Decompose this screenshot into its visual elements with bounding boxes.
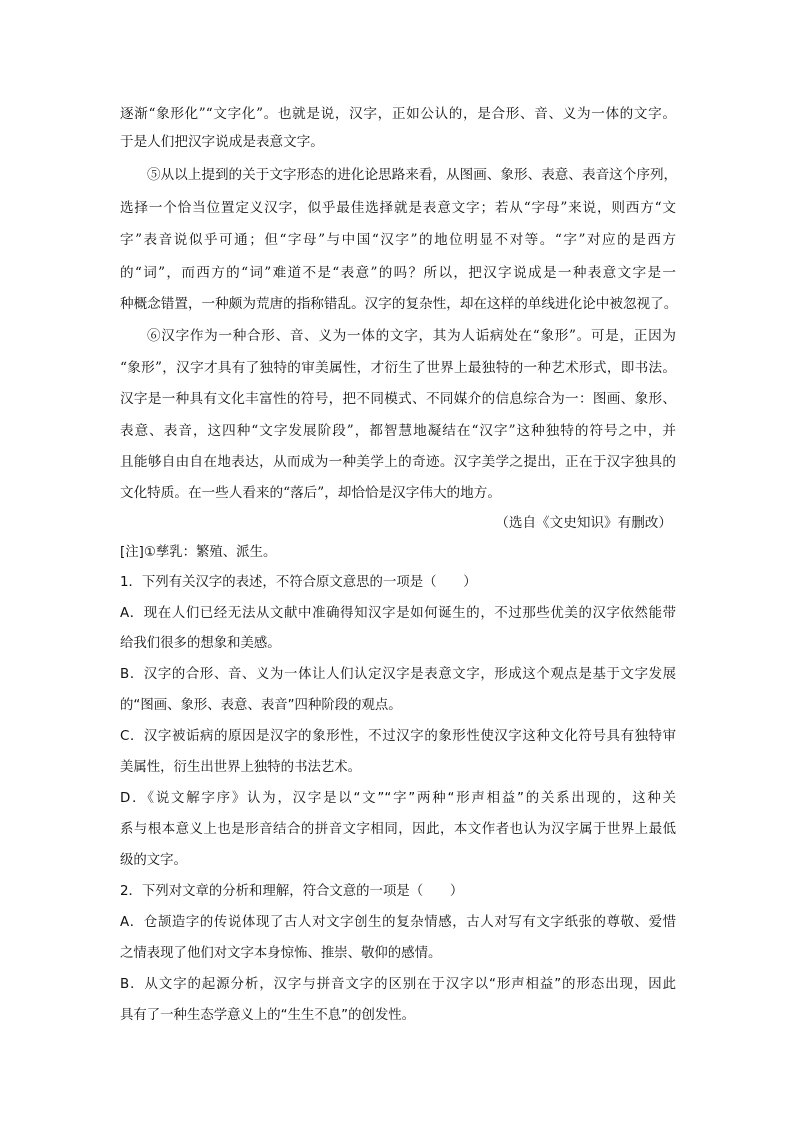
option-d-line: 级的文字。 <box>120 853 187 868</box>
annotation-note: [注]①孳乳：繁殖、派生。 <box>120 545 277 560</box>
question-stem: 2．下列对文章的分析和理解，符合文意的一项是（ ） <box>120 884 464 899</box>
option-a-line: 之情表现了他们对文字本身惊怖、推崇、敬仰的感情。 <box>120 946 442 961</box>
passage-paragraph-5-line: ⑤从以上提到的关于文字形态的进化论思路来看，从图画、象形、表意、表音这个序列， <box>147 167 678 183</box>
passage-line: 选择一个恰当位置定义汉字，似乎最佳选择就是表意文字；若从“字母”来说，则西方“文 <box>120 200 676 216</box>
question-stem: 1．下列有关汉字的表述，不符合原文意思的一项是（ ） <box>120 575 477 590</box>
passage-line: 逐渐“象形化”“文字化”。也就是说，汉字，正如公认的，是合形、音、义为一体的文字。 <box>120 106 676 122</box>
option-d-line: 系与根本意义上也是形音结合的拼音文字相同，因此，本文作者也认为汉字属于世界上最低 <box>120 822 676 837</box>
passage-line: 表意、表音，这四种“文字发展阶段”，都智慧地凝结在“汉字”这种独特的符号之中，并 <box>120 423 676 439</box>
option-b-line: B．汉字的合形、音、义为一体让人们认定汉字是表意文字，形成这个观点是基于文字发展 <box>120 667 676 682</box>
passage-line: “象形”，汉字才具有了独特的审美属性，才衍生了世界上最独特的一种艺术形式，即书法。 <box>120 360 676 376</box>
passage-line: 种概念错置，一种颇为荒唐的指称错乱。汉字的复杂性，却在这样的单线进化论中被忽视了。 <box>120 296 678 312</box>
passage-line: 文化特质。在一些人看来的“落后”，却恰恰是汉字伟大的地方。 <box>120 485 501 501</box>
passage-line: 且能够自由自在地表达，从而成为一种美学上的奇迹。汉字美学之提出，正在于汉字独具的 <box>120 454 676 470</box>
passage-line: 汉字是一种具有文化丰富性的符号，把不同模式、不同媒介的信息综合为一：图画、象形、 <box>120 391 676 407</box>
option-b-line: 的“图画、象形、表意、表音”四种阶段的观点。 <box>120 698 402 713</box>
option-b-line: B．从文字的起源分析，汉字与拼音文字的区别在于汉字以“形声相益”的形态出现，因此 <box>120 977 676 992</box>
option-b-line: 具有了一种生态学意义上的“生生不息”的创发性。 <box>120 1008 416 1023</box>
option-d-line: D．《说文解字序》认为，汉字是以“文”“字”两种“形声相益”的关系出现的，这种关 <box>120 791 676 806</box>
passage-line: 于是人们把汉字说成是表意文字。 <box>120 134 324 150</box>
passage-line: 的“词”，而西方的“词”难道不是“表意”的吗？所以，把汉字说成是一种表意文字是一 <box>120 265 676 281</box>
source-citation: （选自《文史知识》有删改） <box>495 515 672 531</box>
passage-line: 字”表音说似乎可通；但“字母”与中国“汉字”的地位明显不对等。“字”对应的是西方 <box>120 232 676 248</box>
option-a-line: A．现在人们已经无法从文献中准确得知汉字是如何诞生的，不过那些优美的汉字依然能带 <box>120 606 676 621</box>
option-c-line: C．汉字被诟病的原因是汉字的象形性，不过汉字的象形性使汉字这种文化符号具有独特审 <box>120 729 676 744</box>
option-a-line: A．仓颉造字的传说体现了古人对文字创生的复杂情感，古人对写有文字纸张的尊敬、爱惜 <box>120 915 676 930</box>
option-a-line: 给我们很多的想象和美感。 <box>120 636 281 651</box>
option-c-line: 美属性，衍生出世界上独特的书法艺术。 <box>120 760 362 775</box>
passage-paragraph-6-line: ⑥汉字作为一种合形、音、义为一体的文字，其为人诟病处在“象形”。可是，正因为 <box>147 328 676 344</box>
